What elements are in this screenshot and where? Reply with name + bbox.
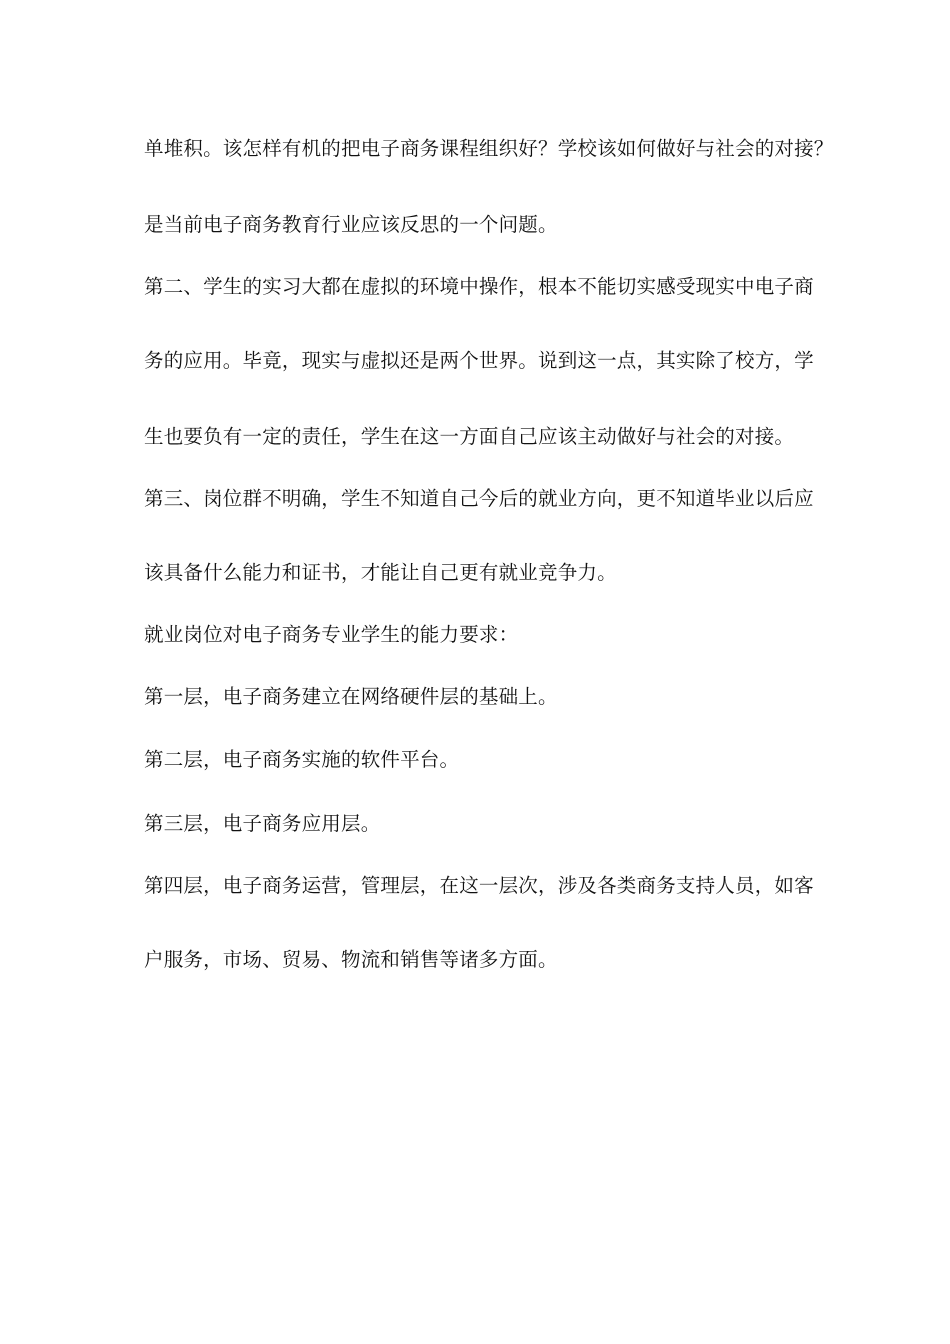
text-line: 生也要负有一定的责任，学生在这一方面自己应该主动做好与社会的对接。	[144, 425, 795, 448]
text-line: 是当前电子商务教育行业应该反思的一个问题。	[144, 213, 558, 236]
text-line: 该具备什么能力和证书，才能让自己更有就业竞争力。	[144, 561, 617, 584]
text-line: 单堆积。该怎样有机的把电子商务课程组织好？学校该如何做好与社会的对接？	[144, 137, 834, 160]
text-line: 第一层，电子商务建立在网络硬件层的基础上。	[144, 685, 558, 708]
text-line: 第二层，电子商务实施的软件平台。	[144, 748, 460, 771]
text-line: 第四层，电子商务运营，管理层，在这一层次，涉及各类商务支持人员，如客	[144, 874, 814, 897]
text-line: 第三层，电子商务应用层。	[144, 812, 381, 835]
text-line: 务的应用。毕竟，现实与虚拟还是两个世界。说到这一点，其实除了校方，学	[144, 349, 814, 372]
text-line: 就业岗位对电子商务专业学生的能力要求：	[144, 623, 519, 646]
text-line: 第三、岗位群不明确，学生不知道自己今后的就业方向，更不知道毕业以后应	[144, 487, 814, 510]
text-line: 第二、学生的实习大都在虚拟的环境中操作，根本不能切实感受现实中电子商	[144, 275, 814, 298]
text-line: 户服务，市场、贸易、物流和销售等诸多方面。	[144, 948, 558, 971]
